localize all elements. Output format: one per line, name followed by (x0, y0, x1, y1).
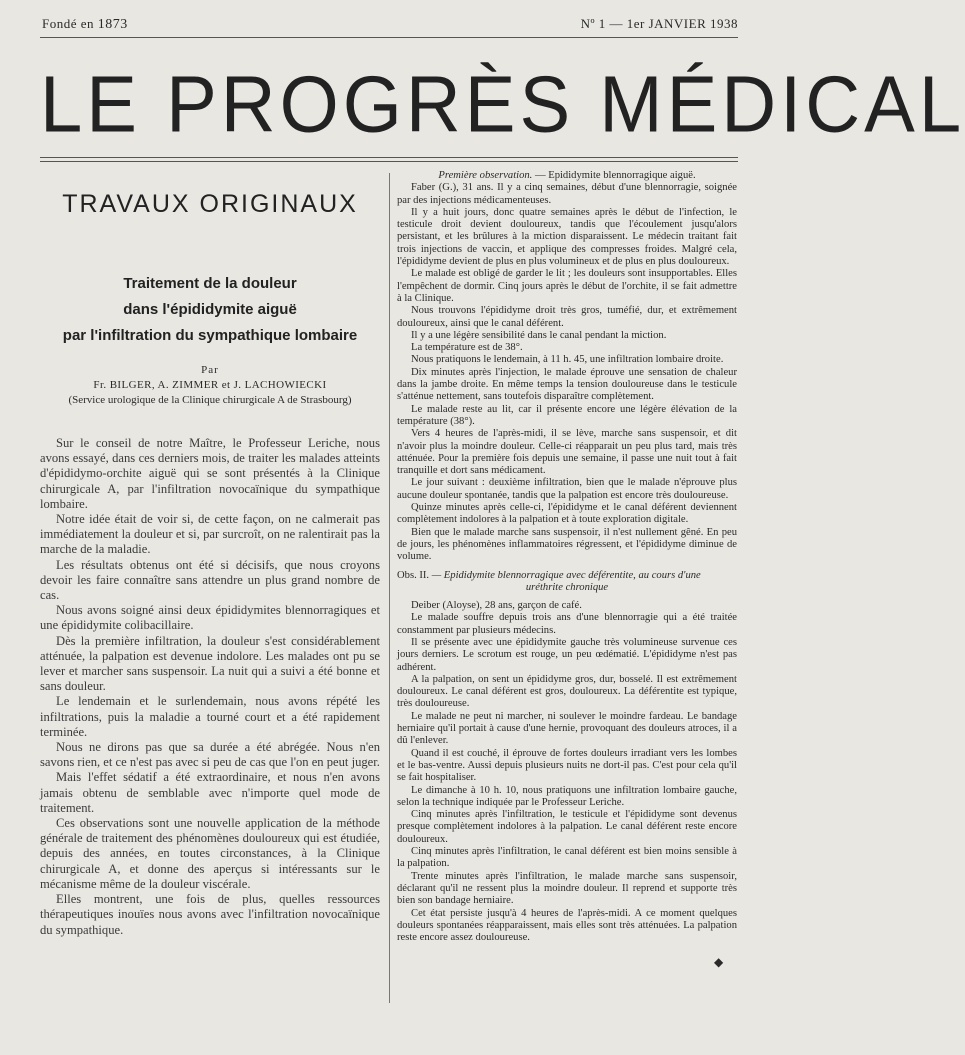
founded-prefix: Fondé en (42, 16, 95, 31)
obs2-paragraph: Le malade ne peut ni marcher, ni soulever le moindre fardeau. Le bandage herniaire qu'il portait à cause d'une hernie, provoquant des douleurs atroces, il a dû l'enlever. (397, 710, 737, 747)
title-line: dans l'épididymite aiguë (123, 301, 297, 318)
authors: Fr. BILGER, A. ZIMMER et J. LACHOWIECKI (93, 379, 327, 391)
observation-2-heading (397, 570, 737, 582)
observation-1-title: — Epididymite blennorragique aiguë. (532, 170, 696, 181)
paragraph: Le lendemain et le surlendemain, nous avons répété les infiltrations, puis la maladie a tourné court et a été rapidement terminée. (40, 694, 380, 739)
section-heading: TRAVAUX ORIGINAUX (62, 190, 358, 218)
obs2-paragraph: Cinq minutes après l'infiltration, le canal déférent est bien moins sensible à la palpation. (397, 846, 737, 870)
paragraph: Mais l'effet sédatif a été extraordinaire, et nous n'en avons jamais obtenu de semblable avec n'importe quel mode de traitement. (40, 770, 380, 815)
title-line: par l'infiltration du sympathique lombaire (62, 327, 358, 344)
obs2-paragraph: Deiber (Aloyse), 28 ans, garçon de café. (411, 600, 582, 612)
obs2-paragraph: Le dimanche à 10 h. 10, nous pratiquons une infiltration lombaire gauche, selon la technique indiquée par le Professeur Leriche. (397, 784, 737, 808)
observation-1-label: Première observation. (438, 170, 533, 181)
obs1-paragraph: Nous trouvons l'épididyme droit très gros, tuméfié, dur, et extrêmement douloureux, ainsi que le canal déférent. (397, 305, 737, 329)
obs2-paragraph: Cet état persiste jusqu'à 4 heures de l'après-midi. A ce moment quelques douleurs spontanées réapparaissent, mais elles sont très atténuées. La palpation reste encore assez douloureuse. (397, 907, 737, 944)
obs1-paragraph: Il y a une légère sensibilité dans le canal pendant la miction. (411, 329, 667, 341)
obs1-paragraph: La température est de 38°. (411, 342, 523, 354)
paragraph: Notre idée était de voir si, de cette façon, on ne calmerait pas immédiatement la douleur et si, par surcroît, on ne ralentirait pas la marche de la maladie. (40, 512, 380, 557)
obs1-paragraph: Faber (G.), 31 ans. Il y a cinq semaines, début d'une blennorragie, soignée par des injections médicamenteuses. (397, 182, 737, 206)
observation-2-title: — Epididymite blennorragique avec déférentite, au cours d'une (431, 569, 701, 581)
paragraph: Nous ne dirons pas que sa durée a été abrégée. Nous n'en savons rien, et ce n'est pas avec si peu de cas que l'on en peut juger. (40, 740, 380, 770)
obs1-paragraph: Dix minutes après l'injection, le malade éprouve une sensation de chaleur dans la jambe droite. En même temps la tension douloureuse dans le testicule s'atténue nettement, sans toutefois disparaître complètement. (397, 366, 737, 403)
observation-1-heading (397, 170, 737, 182)
obs2-paragraph: A la palpation, on sent un épididyme gros, dur, bosselé. Il est extrêmement douloureux. Le canal déférent est gros, douloureux. La déférentite est typique, très douloureuse. (397, 673, 737, 710)
by-line: Par (201, 364, 219, 376)
obs1-paragraph: Vers 4 heures de l'après-midi, il se lève, marche sans suspensoir, et dit n'avoir plus la moindre douleur. Celle-ci réapparait un peu plus tard, mais très atténuée. Pour la première fois depuis une semaine, il passe une nuit tout à fait tranquille et dort sans médicament. (397, 428, 737, 477)
paragraph: Nous avons soigné ainsi deux épididymites blennorragiques et une épididymite colibacillaire. (40, 603, 380, 633)
obs2-paragraph: Trente minutes après l'infiltration, le malade marche sans suspensoir, déclarant qu'il ne ressent plus la moindre douleur. Il reprend et supporte très bien son bandage herniaire. (397, 870, 737, 907)
service-affiliation: (Service urologique de la Clinique chirurgicale A de Strasbourg) (68, 394, 352, 406)
left-column (40, 176, 380, 938)
masthead-rule-bottom (40, 161, 738, 162)
obs2-paragraph: Il se présente avec une épididymite gauche très volumineuse survenue ces jours derniers. Le scrotum est rouge, un peu œdématié. L'épididyme n'est pas adhérent. (397, 636, 737, 673)
obs2-paragraph: Quand il est couché, il éprouve de fortes douleurs irradiant vers les lombes et le bas-ventre. Aussi depuis plusieurs nuits ne dort-il pas. C'est pour cela qu'il se fait hospitaliser. (397, 747, 737, 784)
obs1-paragraph: Le jour suivant : deuxième infiltration, bien que le malade n'éprouve plus aucune douleur spontanée, tandis que la palpation est encore très douloureuse. (397, 477, 737, 501)
header-rule (40, 37, 738, 38)
founded-line (42, 16, 128, 33)
obs1-paragraph: Le malade est obligé de garder le lit ; les douleurs sont insupportables. Elles l'empêchent de dormir. Cinq jours après le début de l'orchite, il se fait admettre à la Clinique. (397, 268, 737, 304)
observation-2-subtitle: uréthrite chronique (525, 581, 609, 593)
column-divider (389, 173, 390, 1003)
obs1-paragraph: Bien que le malade marche sans suspensoir, il n'est nullement gêné. En peu de jours, les phénomènes inflammatoires régressent, et l'épididyme diminue de volume. (397, 526, 737, 563)
article-title (40, 271, 380, 349)
obs2-paragraph: Le malade souffre depuis trois ans d'une blennorragie qui a été traitée constamment par plusieurs médecins. (397, 612, 737, 636)
masthead-rule-top (40, 157, 738, 158)
paragraph: Elles montrent, une fois de plus, quelles ressources thérapeutiques inouïes nous avons avec l'infiltration novocaïnique du sympathique. (40, 892, 380, 937)
right-column (397, 170, 737, 944)
obs1-paragraph: Quinze minutes après celle-ci, l'épididyme et le canal déférent deviennent complètement indolores à la palpation et à toute exploration digitale. (397, 502, 737, 526)
obs2-paragraph: Cinq minutes après l'infiltration, le testicule et l'épididyme sont devenus presque complètement indolores à la palpation. Le canal déférent reste encore douloureux. (397, 809, 737, 845)
masthead: LE PROGRÈS MÉDICAL (40, 59, 965, 150)
issue-line: Nº 1 — 1er JANVIER 1938 (580, 16, 738, 31)
founded-year: 1873 (97, 17, 128, 32)
obs1-paragraph: Il y a huit jours, donc quatre semaines après le début de l'infection, le testicule droit devient douloureux, tandis que l'écoulement jusqu'alors persistant, et les brûlures à la miction disparaissent. Le médecin traitant fait trois injections de vaccin, et applique des compresses froides. Malgré cela, l'épididyme devient de plus en plus volumineux et de plus en plus douloureux. (397, 206, 737, 268)
end-mark-icon: ◆ (714, 955, 724, 969)
paragraph: Les résultats obtenus ont été si décisifs, que nous croyons devoir les faire connaître sans attendre un plus grand nombre de cas. (40, 557, 380, 603)
paragraph: Dès la première infiltration, la douleur s'est considérablement atténuée, la palpation est devenue indolore. Les malades ont pu se lever et marcher sans suspensoir. La nuit qui a suivi a été bonne et sans douleur. (40, 633, 380, 694)
obs1-paragraph: Le malade reste au lit, car il présente encore une légère élévation de la température (38°). (397, 403, 737, 427)
article-body (40, 436, 380, 938)
paragraph: Sur le conseil de notre Maître, le Professeur Leriche, nous avons essayé, dans ces derniers mois, de traiter les malades atteints d'épididymo-orchite aiguë qui se sont présentés à la Clinique chirurgicale A, par l'infiltration novocaïnique du sympathique lombaire. (40, 436, 380, 511)
title-line: Traitement de la douleur (123, 275, 297, 292)
observation-2-label: Obs. II. (397, 569, 430, 581)
obs1-paragraph: Nous pratiquons le lendemain, à 11 h. 45, une infiltration lombaire droite. (411, 354, 724, 366)
paragraph: Ces observations sont une nouvelle application de la méthode générale de traitement des phénomènes douloureux qui est étudiée, depuis des années, en toutes circonstances, à la Clinique chirurgicale A, et donne des aperçus si intéressants sur le mécanisme même de la douleur viscérale. (40, 816, 380, 891)
